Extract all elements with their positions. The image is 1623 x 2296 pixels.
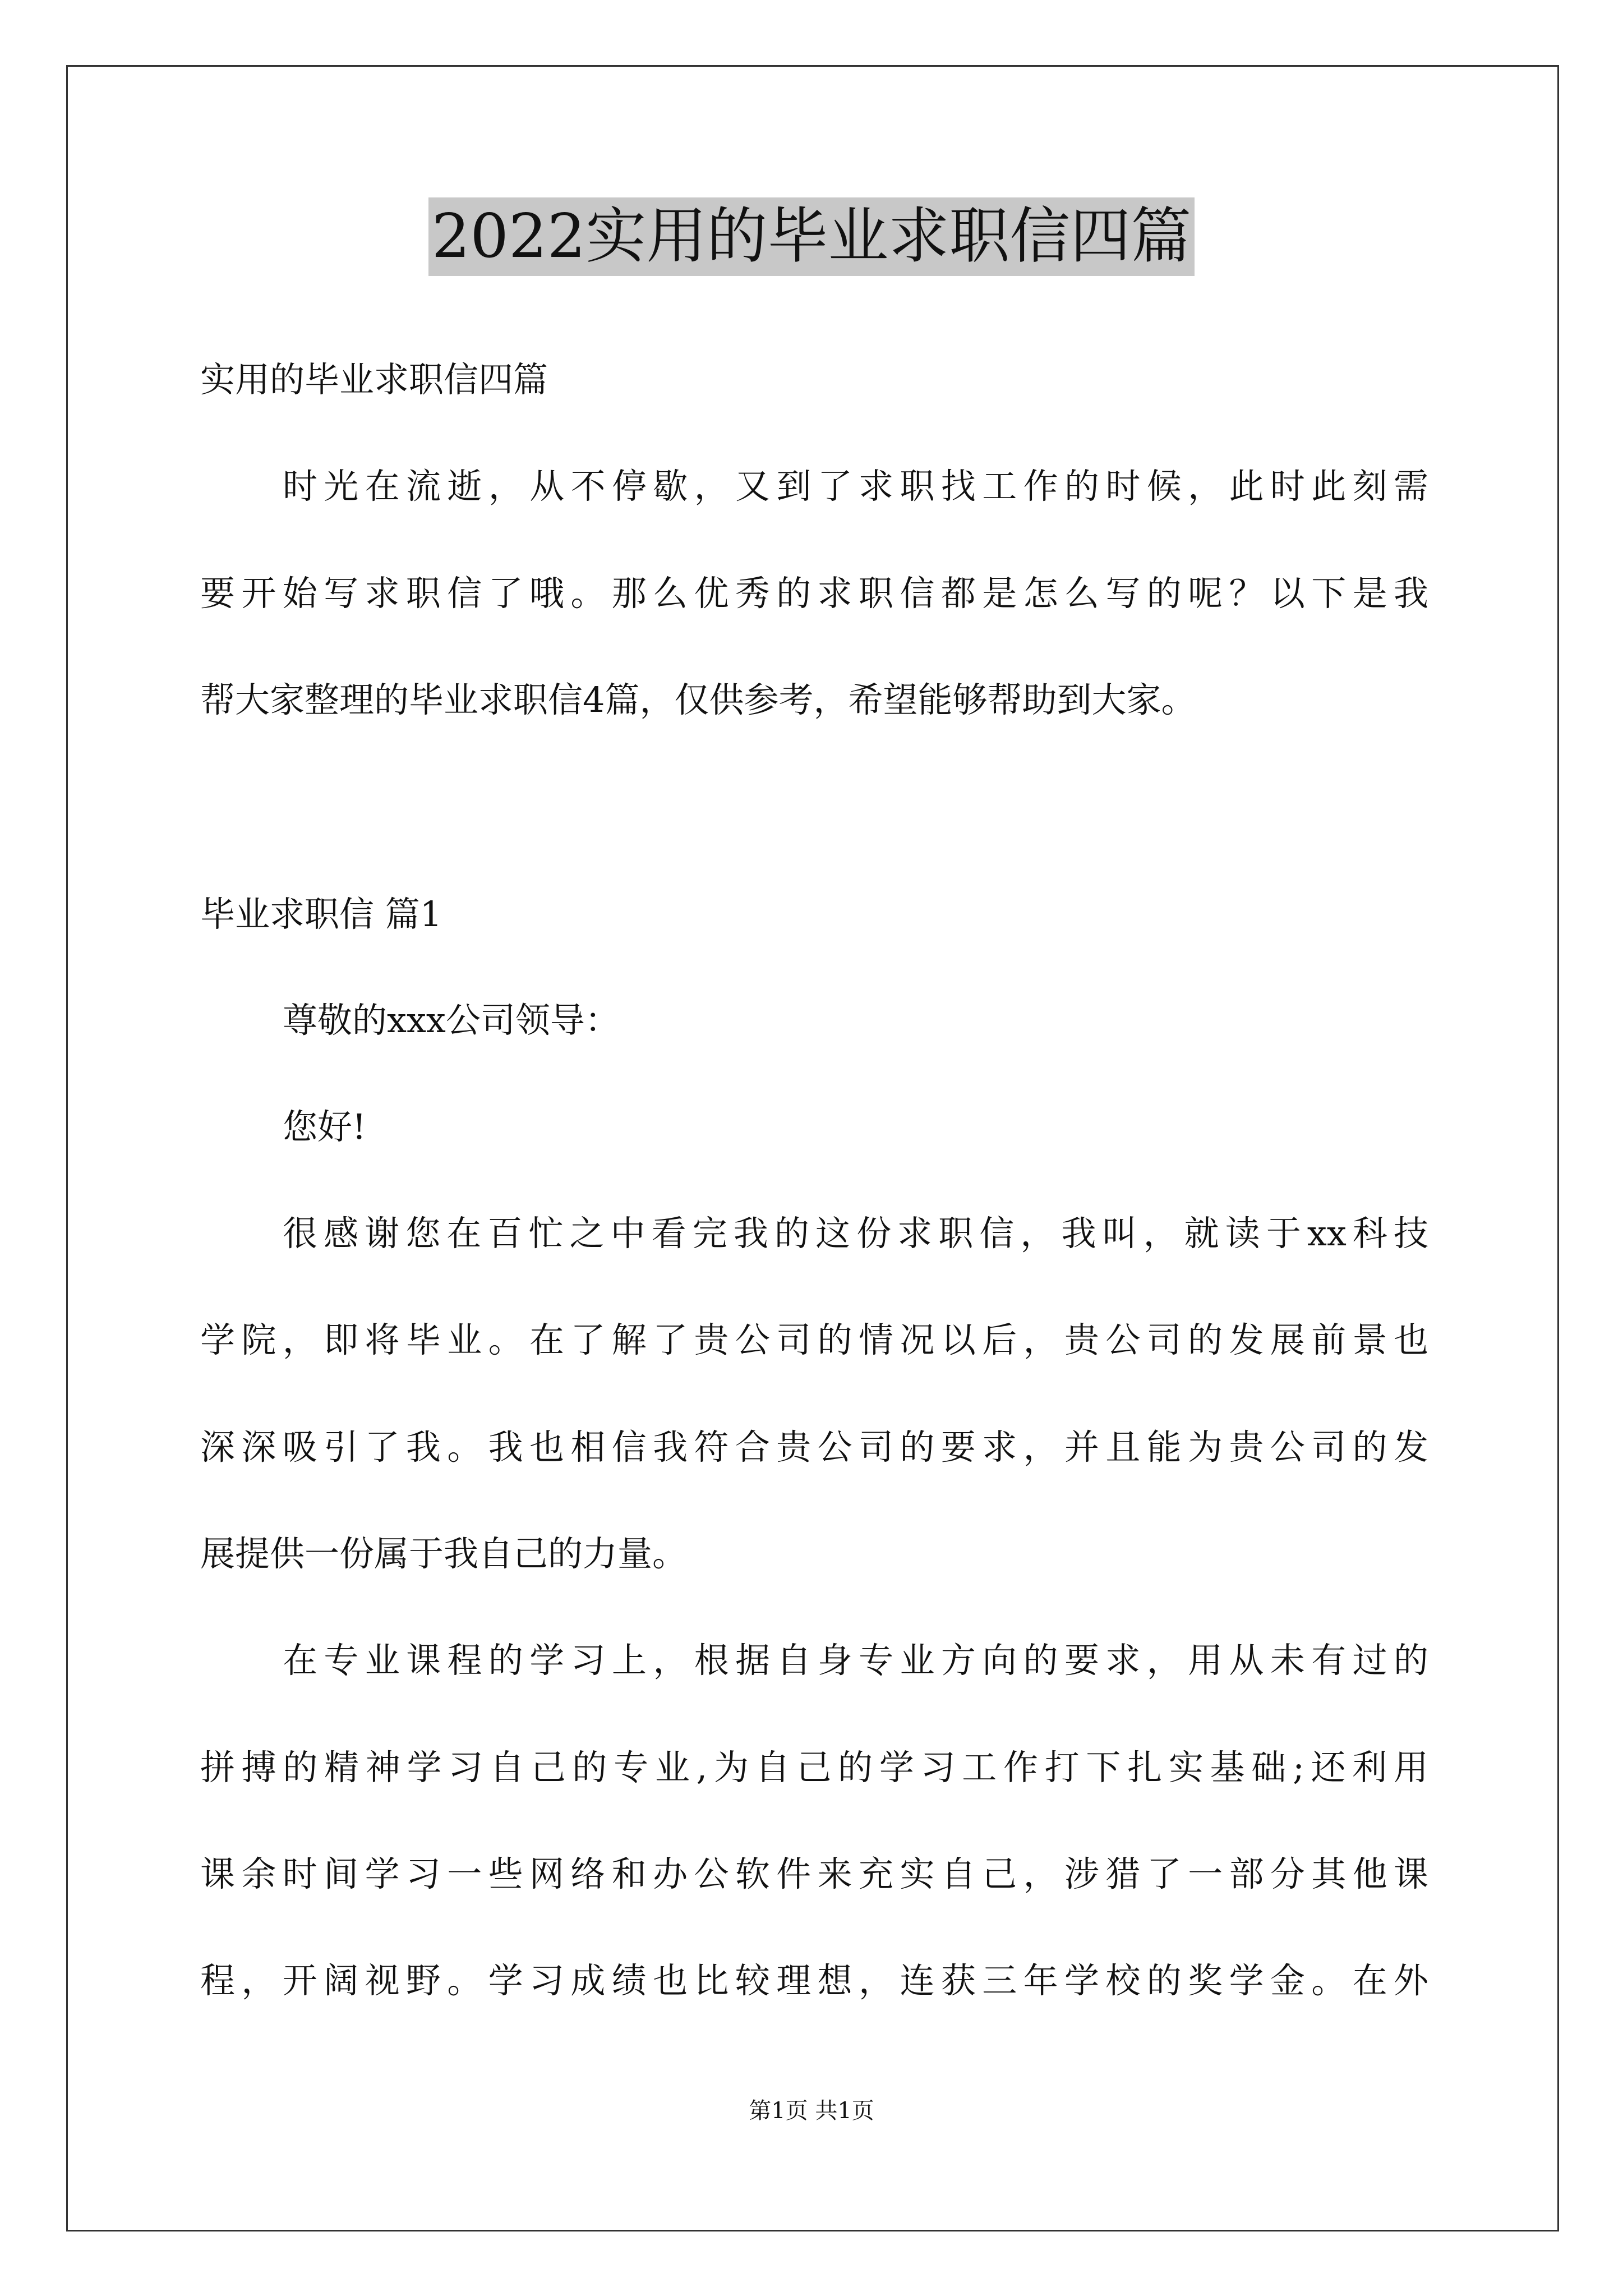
greeting: 您好! xyxy=(283,1106,366,1147)
paragraph-line: 在专业课程的学习上，根据自身专业方向的要求，用从未有过的 xyxy=(283,1640,1428,1681)
section-heading: 毕业求职信 篇1 xyxy=(200,894,442,935)
paragraph-line: 学院，即将毕业。在了解了贵公司的情况以后，贵公司的发展前景也 xyxy=(200,1319,1428,1360)
salutation: 尊敬的xxx公司领导： xyxy=(283,1000,620,1041)
paragraph-line: 拼搏的精神学习自己的专业,为自己的学习工作打下扎实基础;还利用 xyxy=(200,1747,1428,1788)
paragraph-line: 展提供一份属于我自己的力量。 xyxy=(200,1533,688,1574)
paragraph-line: 深深吸引了我。我也相信我符合贵公司的要求，并且能为贵公司的发 xyxy=(200,1427,1428,1467)
paragraph-line: 程，开阔视野。学习成绩也比较理想，连获三年学校的奖学金。在外 xyxy=(200,1960,1428,2001)
subtitle: 实用的毕业求职信四篇 xyxy=(200,359,548,400)
document-title: 2022实用的毕业求职信四篇 xyxy=(428,197,1195,276)
title-container xyxy=(0,197,1623,276)
page-number-footer: 第1页 共1页 xyxy=(749,2098,874,2124)
paragraph-line: 帮大家整理的毕业求职信4篇，仅供参考，希望能够帮助到大家。 xyxy=(200,679,1196,720)
paragraph-line: 课余时间学习一些网络和办公软件来充实自己，涉猎了一部分其他课 xyxy=(200,1853,1428,1894)
paragraph-line: 时光在流逝，从不停歇，又到了求职找工作的时候，此时此刻需 xyxy=(283,466,1428,507)
paragraph-line: 很感谢您在百忙之中看完我的这份求职信，我叫，就读于xx科技 xyxy=(283,1213,1428,1254)
paragraph-line: 要开始写求职信了哦。那么优秀的求职信都是怎么写的呢？以下是我 xyxy=(200,573,1428,614)
